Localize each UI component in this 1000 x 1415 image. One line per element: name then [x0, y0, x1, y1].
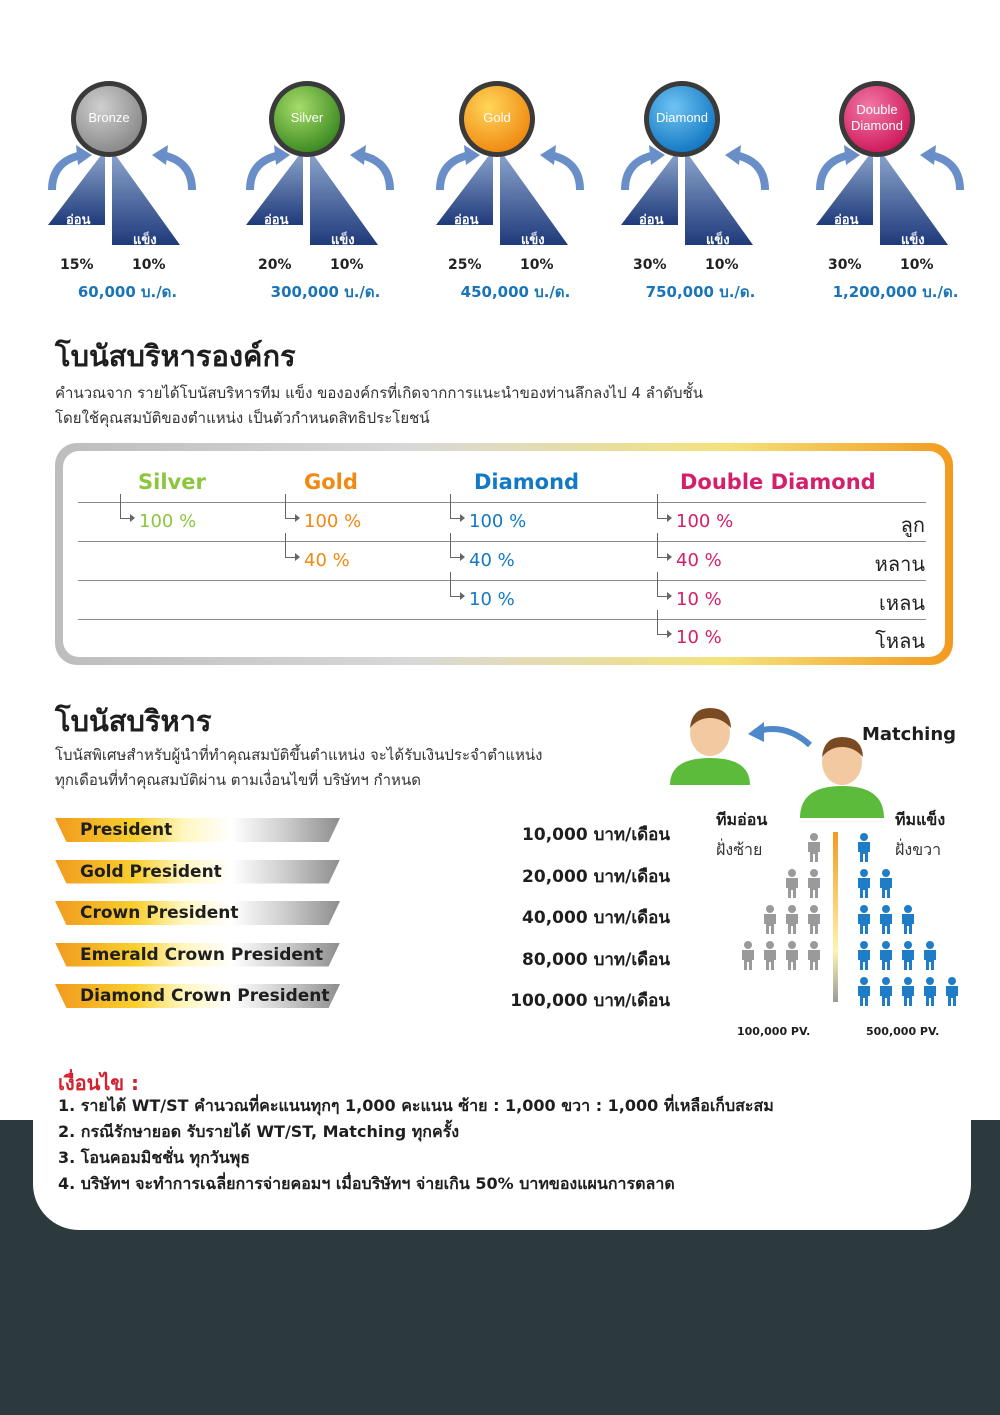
rank-column-header: Double Diamond — [680, 470, 876, 494]
position-name: Gold President — [80, 861, 222, 882]
rank-bronze — [40, 75, 220, 305]
position-amount: 10,000 บาท/เดือน — [522, 825, 670, 845]
weak-label: อ่อน — [264, 213, 289, 228]
table-cell: 10 % — [469, 589, 515, 610]
condition-item: 4. บริษัทฯ จะทำการเฉลี่ยการจ่ายคอมฯ เมื่อบริษัทฯ จ่ายเกิน 50% บาทของแผนการตลาด — [58, 1174, 675, 1193]
org-bonus-desc-2: โดยใช้คุณสมบัติของตำแหน่ง เป็นตัวกำหนดสิทธิประโยชน์ — [55, 409, 430, 427]
position-amount: 80,000 บาท/เดือน — [522, 949, 670, 970]
member-person-icon — [946, 977, 958, 1006]
exec-bonus-title: โบนัสบริหาร — [55, 704, 212, 738]
weak-pv: 100,000 PV. — [737, 1025, 811, 1038]
generation-label: โหลน — [875, 629, 925, 653]
member-person-icon — [858, 905, 870, 934]
table-cell: 40 % — [469, 550, 515, 571]
table-rule — [78, 580, 926, 581]
org-bonus-title: โบนัสบริหารองค์กร — [55, 339, 296, 373]
branch-arrow-icon — [657, 610, 667, 635]
rank-name: Double Diamond — [850, 102, 904, 133]
strong-arrow-icon — [735, 155, 765, 190]
strong-percent: 10% — [132, 257, 166, 273]
strong-side-label: ฝั่งขวา — [895, 840, 942, 859]
position-amount: 40,000 บาท/เดือน — [522, 908, 670, 928]
member-person-icon — [880, 869, 892, 898]
strong-percent: 10% — [900, 257, 934, 273]
rank-double-diamond — [808, 75, 988, 305]
conditions-title: เงื่อนไข : — [58, 1071, 139, 1095]
rank-diamond — [613, 75, 793, 305]
rank-name: Silver — [290, 110, 324, 125]
rank-column-header: Diamond — [474, 470, 580, 494]
condition-item: 2. กรณีรักษายอด รับรายได้ WT/ST, Matching ทุกครั้ง — [58, 1122, 460, 1141]
branch-arrow-icon — [657, 572, 667, 597]
weak-arrow-icon — [52, 155, 82, 190]
table-cell: 100 % — [304, 511, 362, 532]
member-person-icon — [808, 941, 820, 970]
matching-label: Matching — [862, 724, 957, 745]
weak-arrow-icon — [820, 155, 850, 190]
condition-item: 1. รายได้ WT/ST คำนวณที่คะแนนทุกๆ 1,000 คะแนน ซ้าย : 1,000 ขวา : 1,000 ที่เหลือเก็บสะสม — [58, 1096, 774, 1115]
member-person-icon — [858, 941, 870, 970]
weak-arrow-icon — [440, 155, 470, 190]
strong-label: แข็ง — [521, 233, 545, 248]
weak-label: อ่อน — [834, 213, 859, 228]
weak-label: อ่อน — [454, 213, 479, 228]
monthly-income: 450,000 บ./ด. — [460, 283, 571, 301]
member-person-icon — [786, 905, 798, 934]
member-person-icon — [902, 977, 914, 1006]
table-rule — [78, 541, 926, 542]
member-person-icon — [858, 869, 870, 898]
strong-pv: 500,000 PV. — [866, 1025, 940, 1038]
member-person-icon — [924, 941, 936, 970]
weak-team-label: ทีมอ่อน — [716, 810, 768, 829]
monthly-income: 60,000 บ./ด. — [77, 283, 178, 301]
strong-arrow-icon — [930, 155, 960, 190]
position-name: Crown President — [80, 903, 239, 923]
table-cell: 40 % — [304, 550, 350, 571]
exec-bonus-desc-2: ทุกเดือนที่ทำคุณสมบัติผ่าน ตามเงื่อนไขที่ บริษัทฯ กำหนด — [55, 771, 421, 789]
branch-arrow-icon — [450, 533, 460, 558]
weak-label: อ่อน — [66, 213, 91, 228]
table-cell: 10 % — [676, 627, 722, 648]
member-person-icon — [742, 941, 754, 970]
center-divider — [833, 832, 838, 1002]
member-person-icon — [764, 941, 776, 970]
rank-name: Diamond — [655, 110, 709, 125]
strong-label: แข็ง — [133, 233, 157, 248]
upline-person-icon — [670, 708, 750, 785]
table-cell: 40 % — [676, 550, 722, 571]
table-cell: 100 % — [676, 511, 734, 532]
rank-column-header: Silver — [138, 470, 206, 494]
branch-arrow-icon — [450, 572, 460, 597]
exec-bonus-desc-1: โบนัสพิเศษสำหรับผู้นำที่ทำคุณสมบัติขึ้นตำแหน่ง จะได้รับเงินประจำตำแหน่ง — [55, 746, 543, 764]
branch-arrow-icon — [285, 494, 295, 519]
branch-arrow-icon — [657, 494, 667, 519]
member-person-icon — [880, 905, 892, 934]
weak-side-label: ฝั่งซ้าย — [716, 840, 763, 859]
strong-arrow-icon — [360, 155, 390, 190]
branch-arrow-icon — [285, 533, 295, 558]
weak-arrow-icon — [250, 155, 280, 190]
strong-arrow-icon — [550, 155, 580, 190]
member-person-icon — [924, 977, 936, 1006]
member-person-icon — [808, 869, 820, 898]
member-person-icon — [880, 977, 892, 1006]
rank-column-header: Gold — [304, 470, 358, 494]
weak-percent: 30% — [633, 257, 667, 273]
member-person-icon — [808, 905, 820, 934]
condition-item: 3. โอนคอมมิชชั่น ทุกวันพุธ — [58, 1148, 251, 1167]
member-person-icon — [764, 905, 776, 934]
table-cell: 100 % — [469, 511, 527, 532]
strong-team-label: ทีมแข็ง — [895, 810, 946, 829]
generation-label: ลูก — [900, 513, 925, 537]
weak-percent: 30% — [828, 257, 862, 273]
weak-percent: 20% — [258, 257, 292, 273]
strong-arrow-icon — [162, 155, 192, 190]
member-person-icon — [880, 941, 892, 970]
position-amount: 100,000 บาท/เดือน — [510, 991, 670, 1011]
strong-percent: 10% — [705, 257, 739, 273]
branch-arrow-icon — [120, 494, 130, 519]
member-person-icon — [858, 833, 870, 862]
strong-label: แข็ง — [706, 233, 730, 248]
branch-arrow-icon — [450, 494, 460, 519]
table-cell: 100 % — [139, 511, 197, 532]
weak-percent: 25% — [448, 257, 482, 273]
table-cell: 10 % — [676, 589, 722, 610]
member-person-icon — [902, 941, 914, 970]
weak-percent: 15% — [60, 257, 94, 273]
member-person-icon — [902, 905, 914, 934]
weak-label: อ่อน — [639, 213, 664, 228]
strong-label: แข็ง — [901, 233, 925, 248]
rank-silver — [238, 75, 418, 305]
position-amount: 20,000 บาท/เดือน — [522, 866, 670, 887]
position-name: Emerald Crown President — [80, 944, 324, 965]
strong-label: แข็ง — [331, 233, 355, 248]
generation-label: หลาน — [874, 552, 925, 576]
member-person-icon — [858, 977, 870, 1006]
branch-arrow-icon — [657, 533, 667, 558]
position-name: President — [80, 820, 173, 840]
monthly-income: 1,200,000 บ./ด. — [832, 283, 959, 301]
rank-name: Bronze — [88, 110, 130, 125]
weak-arrow-icon — [625, 155, 655, 190]
rank-name: Gold — [483, 110, 511, 125]
monthly-income: 750,000 บ./ด. — [645, 283, 756, 301]
table-rule — [78, 502, 926, 503]
member-person-icon — [786, 941, 798, 970]
monthly-income: 300,000 บ./ด. — [270, 283, 381, 301]
rank-gold — [428, 75, 608, 305]
position-name: Diamond Crown President — [80, 986, 330, 1006]
org-bonus-desc-1: คำนวณจาก รายได้โบนัสบริหารทีม แข็ง ขององค์กรที่เกิดจากการแนะนำของท่านลึกลงไป 4 ลำดับชั้น — [55, 384, 703, 402]
table-rule — [78, 619, 926, 620]
strong-percent: 10% — [330, 257, 364, 273]
generation-label: เหลน — [879, 591, 925, 615]
self-person-icon — [800, 737, 884, 818]
strong-percent: 10% — [520, 257, 554, 273]
member-person-icon — [786, 869, 798, 898]
member-person-icon — [808, 833, 820, 862]
